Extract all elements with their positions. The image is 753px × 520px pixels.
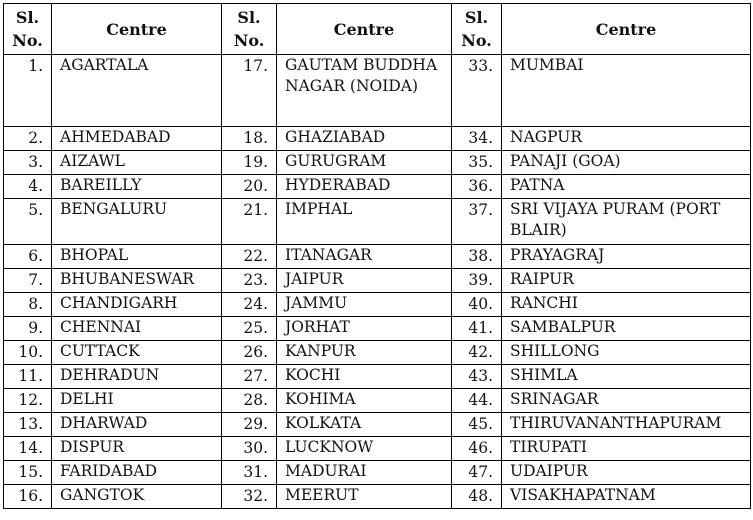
sl-no-cell: 9. bbox=[4, 317, 52, 341]
centre-name-cell: KOHIMA bbox=[277, 389, 452, 413]
sl-no-cell: 21. bbox=[222, 199, 277, 245]
sl-no-cell: 44. bbox=[452, 389, 502, 413]
centre-name-cell: KOLKATA bbox=[277, 413, 452, 437]
centre-name-cell: TIRUPATI bbox=[502, 437, 751, 461]
sl-no-cell: 33. bbox=[452, 55, 502, 127]
sl-no-cell: 4. bbox=[4, 175, 52, 199]
sl-no-cell: 3. bbox=[4, 151, 52, 175]
centre-name-cell: CHANDIGARH bbox=[52, 293, 222, 317]
table-row bbox=[4, 437, 751, 461]
table-body bbox=[4, 55, 751, 509]
sl-no-cell: 1. bbox=[4, 55, 52, 127]
centre-name-cell: KANPUR bbox=[277, 341, 452, 365]
table-row bbox=[4, 413, 751, 437]
sl-no-cell: 20. bbox=[222, 175, 277, 199]
sl-no-cell: 5. bbox=[4, 199, 52, 245]
sl-no-cell: 18. bbox=[222, 127, 277, 151]
sl-no-cell: 14. bbox=[4, 437, 52, 461]
centre-name-cell: MUMBAI bbox=[502, 55, 751, 127]
sl-no-header: Sl. No. bbox=[4, 4, 52, 55]
centre-name-cell: SHILLONG bbox=[502, 341, 751, 365]
centre-name-cell: GANGTOK bbox=[52, 485, 222, 509]
sl-no-cell: 45. bbox=[452, 413, 502, 437]
header-row bbox=[4, 4, 751, 55]
centre-name-cell: DEHRADUN bbox=[52, 365, 222, 389]
centre-name-cell: NAGPUR bbox=[502, 127, 751, 151]
table-row bbox=[4, 365, 751, 389]
centre-name-cell: IMPHAL bbox=[277, 199, 452, 245]
sl-no-cell: 7. bbox=[4, 269, 52, 293]
sl-no-cell: 29. bbox=[222, 413, 277, 437]
sl-no-cell: 10. bbox=[4, 341, 52, 365]
sl-no-cell: 35. bbox=[452, 151, 502, 175]
sl-no-cell: 16. bbox=[4, 485, 52, 509]
centre-name-cell: BHOPAL bbox=[52, 245, 222, 269]
sl-no-cell: 24. bbox=[222, 293, 277, 317]
sl-no-cell: 13. bbox=[4, 413, 52, 437]
table-row bbox=[4, 151, 751, 175]
centre-name-cell: GHAZIABAD bbox=[277, 127, 452, 151]
sl-no-cell: 26. bbox=[222, 341, 277, 365]
centre-name-cell: BENGALURU bbox=[52, 199, 222, 245]
sl-no-cell: 11. bbox=[4, 365, 52, 389]
centre-name-cell: CUTTACK bbox=[52, 341, 222, 365]
centre-name-cell: PRAYAGRAJ bbox=[502, 245, 751, 269]
centre-name-cell: JAIPUR bbox=[277, 269, 452, 293]
sl-no-cell: 6. bbox=[4, 245, 52, 269]
centre-name-cell: CHENNAI bbox=[52, 317, 222, 341]
centre-name-cell: JORHAT bbox=[277, 317, 452, 341]
sl-no-cell: 8. bbox=[4, 293, 52, 317]
centre-name-cell: JAMMU bbox=[277, 293, 452, 317]
sl-no-cell: 19. bbox=[222, 151, 277, 175]
table-row bbox=[4, 55, 751, 127]
centre-name-cell: SRINAGAR bbox=[502, 389, 751, 413]
centre-name-cell: VISAKHAPATNAM bbox=[502, 485, 751, 509]
centre-name-cell: AGARTALA bbox=[52, 55, 222, 127]
centres-table bbox=[3, 3, 751, 509]
sl-no-cell: 43. bbox=[452, 365, 502, 389]
centre-name-cell: FARIDABAD bbox=[52, 461, 222, 485]
table-row bbox=[4, 461, 751, 485]
sl-no-cell: 25. bbox=[222, 317, 277, 341]
table-row bbox=[4, 127, 751, 151]
centre-name-cell: BAREILLY bbox=[52, 175, 222, 199]
table-row bbox=[4, 245, 751, 269]
centre-name-cell: GURUGRAM bbox=[277, 151, 452, 175]
centre-name-cell: UDAIPUR bbox=[502, 461, 751, 485]
sl-no-header: Sl. No. bbox=[222, 4, 277, 55]
centre-name-cell: GAUTAM BUDDHA NAGAR (NOIDA) bbox=[277, 55, 452, 127]
sl-no-cell: 39. bbox=[452, 269, 502, 293]
sl-no-cell: 34. bbox=[452, 127, 502, 151]
centre-name-cell: DISPUR bbox=[52, 437, 222, 461]
centre-name-cell: AHMEDABAD bbox=[52, 127, 222, 151]
sl-no-cell: 47. bbox=[452, 461, 502, 485]
table-row bbox=[4, 269, 751, 293]
centre-name-cell: ITANAGAR bbox=[277, 245, 452, 269]
sl-no-cell: 30. bbox=[222, 437, 277, 461]
centre-name-cell: RANCHI bbox=[502, 293, 751, 317]
table-row bbox=[4, 341, 751, 365]
centre-name-cell: DHARWAD bbox=[52, 413, 222, 437]
centre-name-cell: PATNA bbox=[502, 175, 751, 199]
sl-no-cell: 15. bbox=[4, 461, 52, 485]
centre-name-cell: DELHI bbox=[52, 389, 222, 413]
centre-name-cell: KOCHI bbox=[277, 365, 452, 389]
sl-no-cell: 32. bbox=[222, 485, 277, 509]
table-row bbox=[4, 485, 751, 509]
sl-no-cell: 48. bbox=[452, 485, 502, 509]
sl-no-cell: 37. bbox=[452, 199, 502, 245]
table-row bbox=[4, 317, 751, 341]
sl-no-cell: 46. bbox=[452, 437, 502, 461]
sl-no-cell: 17. bbox=[222, 55, 277, 127]
centre-name-cell: SRI VIJAYA PURAM (PORT BLAIR) bbox=[502, 199, 751, 245]
table-row bbox=[4, 175, 751, 199]
sl-no-cell: 2. bbox=[4, 127, 52, 151]
sl-no-cell: 27. bbox=[222, 365, 277, 389]
table-row bbox=[4, 389, 751, 413]
sl-no-cell: 40. bbox=[452, 293, 502, 317]
centre-header: Centre bbox=[52, 4, 222, 55]
centre-name-cell: HYDERABAD bbox=[277, 175, 452, 199]
table-row bbox=[4, 199, 751, 245]
centre-name-cell: SAMBALPUR bbox=[502, 317, 751, 341]
centre-header: Centre bbox=[277, 4, 452, 55]
centre-name-cell: MEERUT bbox=[277, 485, 452, 509]
sl-no-cell: 31. bbox=[222, 461, 277, 485]
sl-no-cell: 28. bbox=[222, 389, 277, 413]
sl-no-cell: 36. bbox=[452, 175, 502, 199]
centre-name-cell: LUCKNOW bbox=[277, 437, 452, 461]
centre-name-cell: AIZAWL bbox=[52, 151, 222, 175]
sl-no-cell: 41. bbox=[452, 317, 502, 341]
centre-name-cell: PANAJI (GOA) bbox=[502, 151, 751, 175]
centre-name-cell: BHUBANESWAR bbox=[52, 269, 222, 293]
centre-name-cell: RAIPUR bbox=[502, 269, 751, 293]
sl-no-cell: 38. bbox=[452, 245, 502, 269]
centre-header: Centre bbox=[502, 4, 751, 55]
table-row bbox=[4, 293, 751, 317]
sl-no-header: Sl. No. bbox=[452, 4, 502, 55]
centre-name-cell: THIRUVANANTHAPURAM bbox=[502, 413, 751, 437]
sl-no-cell: 12. bbox=[4, 389, 52, 413]
centre-name-cell: MADURAI bbox=[277, 461, 452, 485]
table-header bbox=[4, 4, 751, 55]
sl-no-cell: 22. bbox=[222, 245, 277, 269]
centre-name-cell: SHIMLA bbox=[502, 365, 751, 389]
sl-no-cell: 23. bbox=[222, 269, 277, 293]
sl-no-cell: 42. bbox=[452, 341, 502, 365]
